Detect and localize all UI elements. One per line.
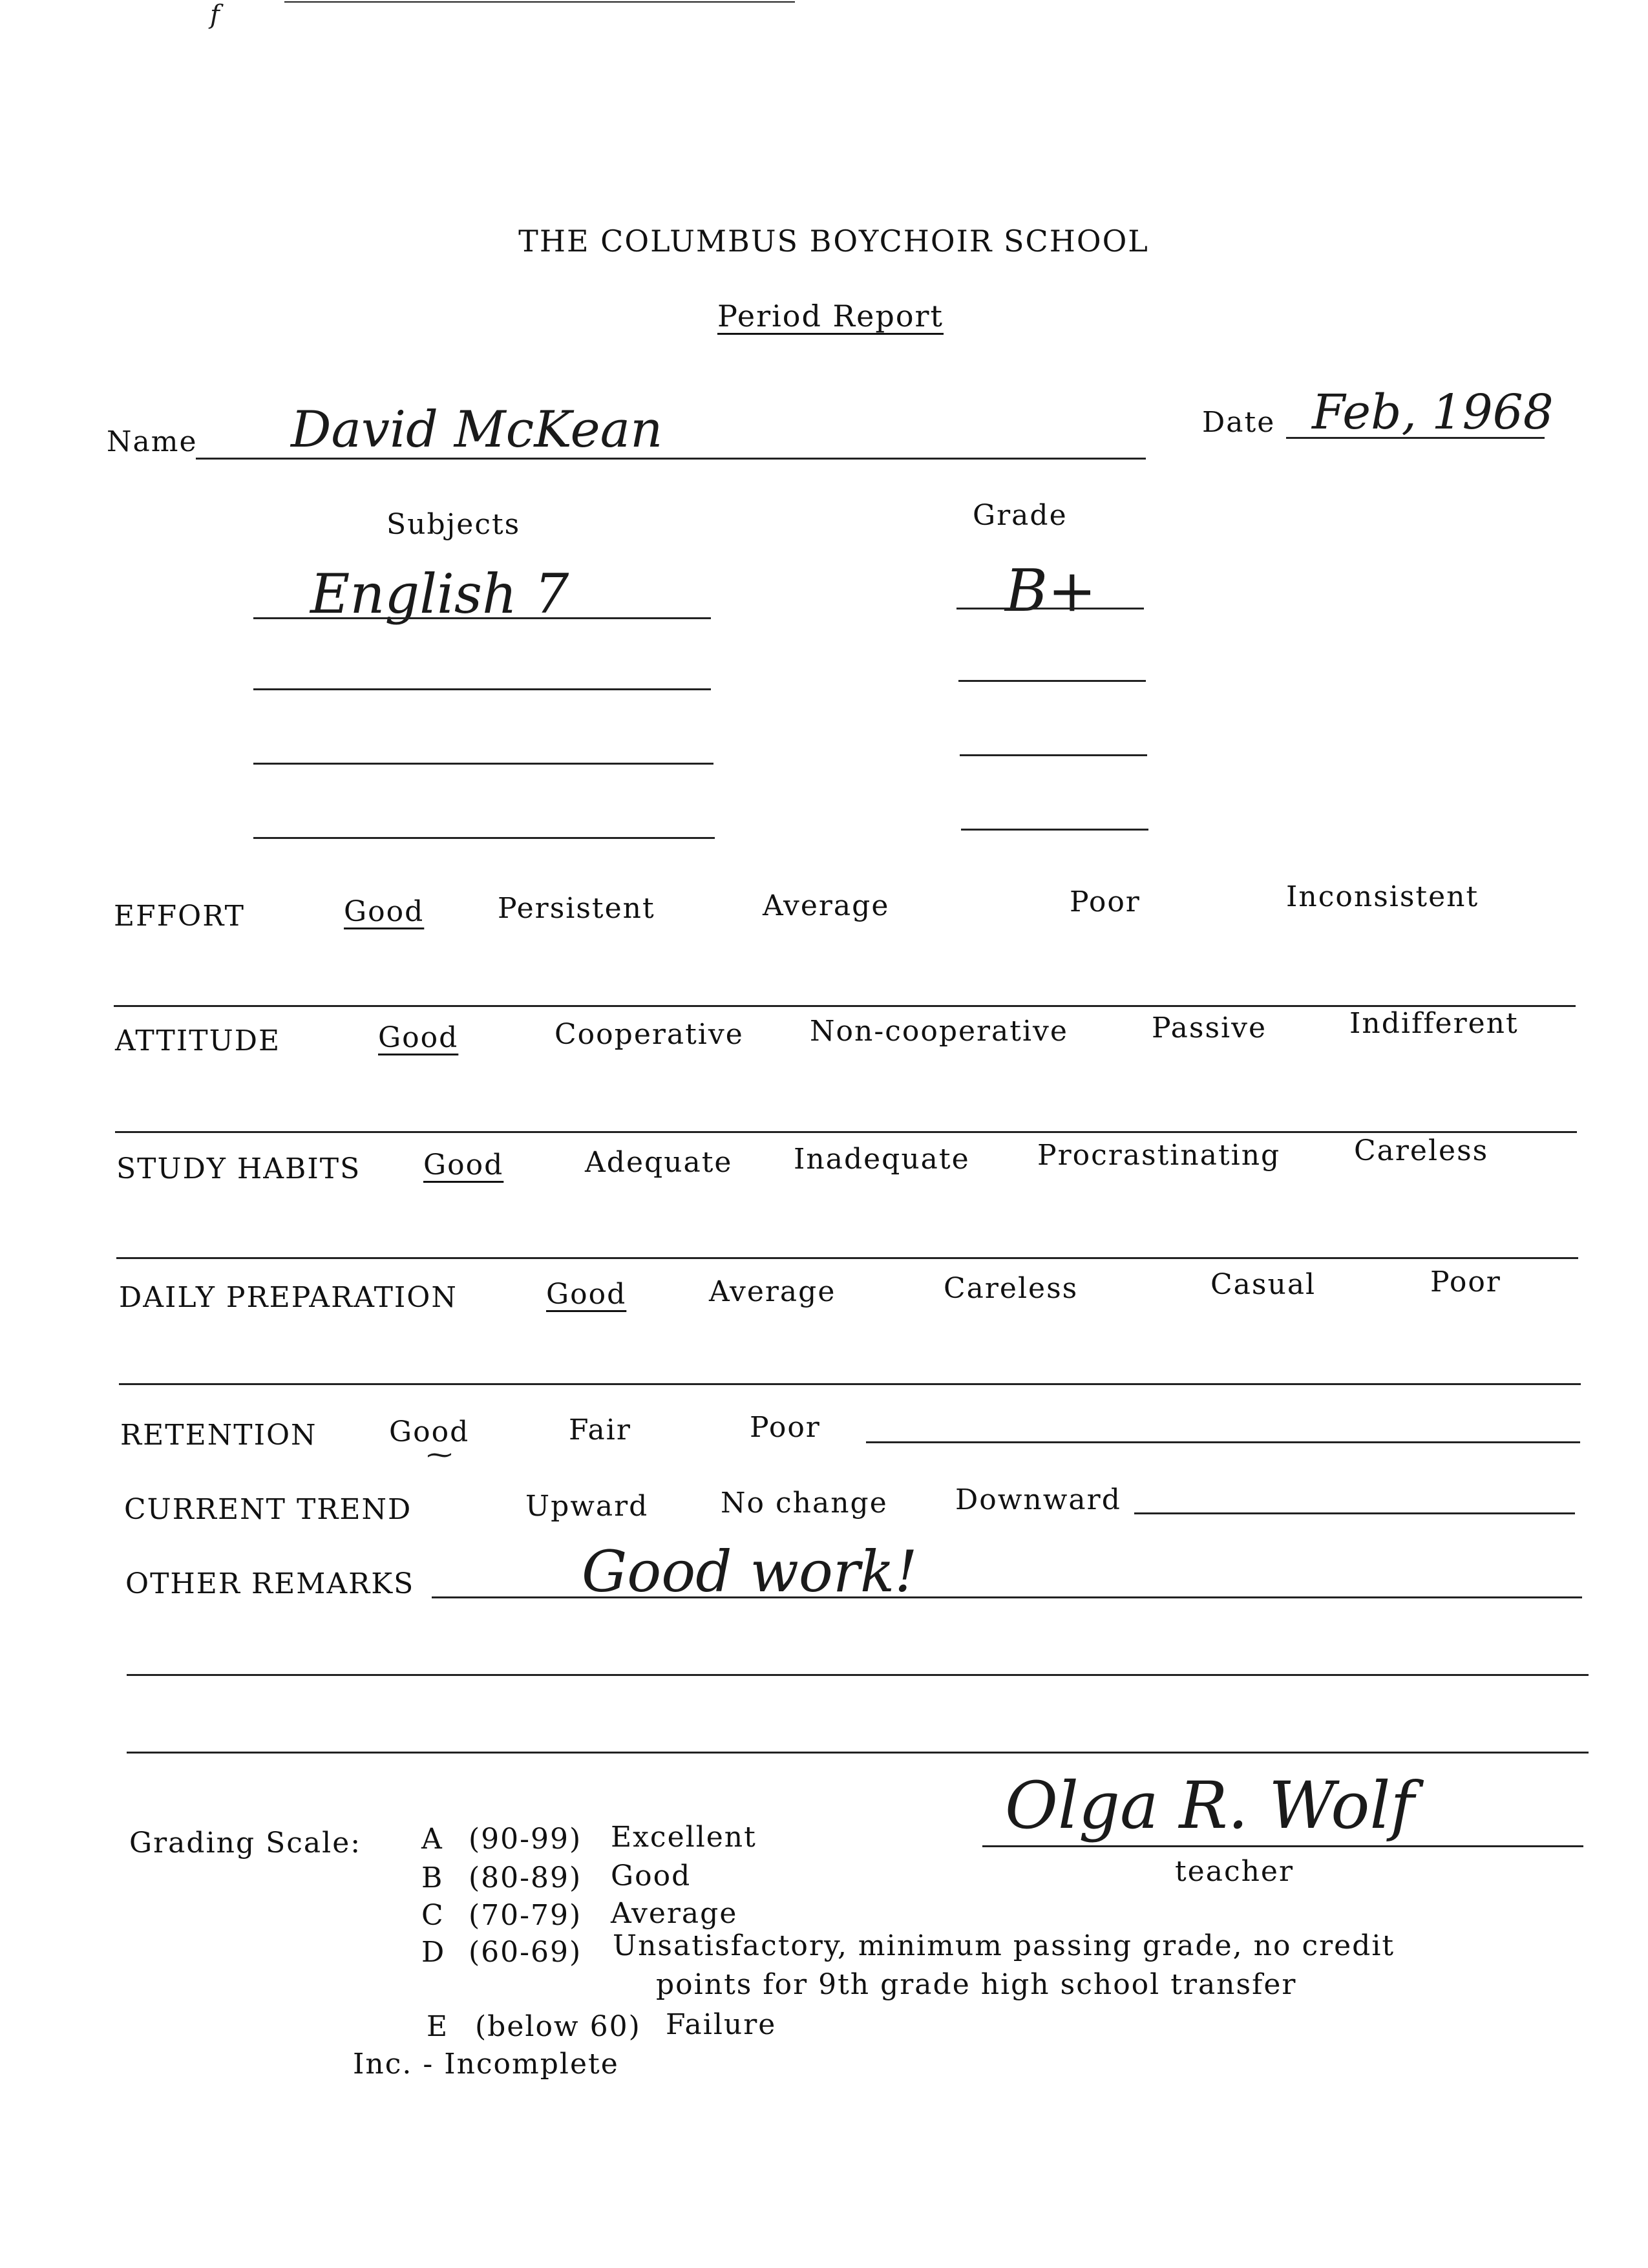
scale-d-range: (60-69) bbox=[469, 1936, 582, 1969]
scale-e-letter: E bbox=[427, 2010, 449, 2043]
grade-line-3 bbox=[960, 754, 1147, 756]
daily-preparation-option-poor: Poor bbox=[1430, 1266, 1501, 1298]
scale-c-desc: Average bbox=[611, 1897, 738, 1930]
daily-preparation-option-casual: Casual bbox=[1210, 1268, 1316, 1301]
attitude-option-good: Good bbox=[378, 1021, 459, 1054]
scale-b-letter: B bbox=[421, 1861, 444, 1894]
effort-option-poor: Poor bbox=[1070, 885, 1141, 918]
scale-e-range: (below 60) bbox=[475, 2010, 641, 2043]
attitude-option-indifferent: Indifferent bbox=[1349, 1007, 1519, 1040]
current-trend-option-downward: Downward bbox=[955, 1483, 1121, 1516]
scale-a-range: (90-99) bbox=[469, 1823, 582, 1856]
study-habits-divider bbox=[116, 1257, 1578, 1259]
daily-preparation-label: DAILY PREPARATION bbox=[119, 1281, 458, 1314]
scale-c-range: (70-79) bbox=[469, 1899, 582, 1932]
margin-mark: f bbox=[210, 0, 220, 30]
teacher-signature: Olga R. Wolf bbox=[1005, 1768, 1415, 1843]
attitude-divider bbox=[115, 1131, 1577, 1133]
other-remarks-value: Good work! bbox=[582, 1538, 918, 1605]
teacher-caption: teacher bbox=[1175, 1855, 1294, 1888]
study-habits-option-adequate: Adequate bbox=[585, 1146, 733, 1179]
study-habits-option-good: Good bbox=[423, 1149, 504, 1182]
scale-incomplete: Inc. - Incomplete bbox=[353, 2048, 619, 2081]
remarks-line-2 bbox=[127, 1674, 1589, 1676]
study-habits-option-careless: Careless bbox=[1354, 1134, 1489, 1167]
subject-line-1 bbox=[253, 617, 711, 619]
remarks-line-3 bbox=[127, 1752, 1589, 1754]
effort-option-persistent: Persistent bbox=[498, 892, 655, 925]
scale-e-desc: Failure bbox=[666, 2008, 777, 2041]
scale-d-continued: points for 9th grade high school transfer bbox=[656, 1968, 1297, 2001]
scale-b-desc: Good bbox=[611, 1860, 692, 1892]
current-trend-line bbox=[1134, 1512, 1575, 1514]
grade-label: Grade bbox=[973, 499, 1068, 532]
scale-b-range: (80-89) bbox=[469, 1861, 582, 1894]
top-scan-line bbox=[284, 1, 795, 3]
attitude-option-non-cooperative: Non-cooperative bbox=[810, 1015, 1068, 1048]
scale-c-letter: C bbox=[421, 1899, 445, 1932]
report-title: Period Report bbox=[717, 299, 944, 334]
current-trend-option-no-change: No change bbox=[721, 1487, 888, 1520]
effort-option-average: Average bbox=[763, 889, 890, 922]
signature-line bbox=[982, 1845, 1583, 1847]
grade-line-1 bbox=[956, 608, 1144, 609]
subject-line-3 bbox=[253, 763, 713, 765]
attitude-option-passive: Passive bbox=[1152, 1012, 1267, 1044]
scale-d-letter: D bbox=[421, 1936, 446, 1969]
daily-preparation-option-good: Good bbox=[546, 1278, 627, 1311]
other-remarks-label: OTHER REMARKS bbox=[125, 1567, 415, 1600]
current-trend-option-upward: Upward bbox=[525, 1490, 649, 1523]
subject-1: English 7 bbox=[310, 562, 569, 626]
scale-d-desc: Unsatisfactory, minimum passing grade, no credit bbox=[613, 1929, 1395, 1962]
daily-preparation-divider bbox=[119, 1383, 1581, 1385]
study-habits-label: STUDY HABITS bbox=[116, 1152, 361, 1185]
effort-option-inconsistent: Inconsistent bbox=[1286, 880, 1479, 913]
retention-option-poor: Poor bbox=[750, 1411, 821, 1444]
study-habits-option-procrastinating: Procrastinating bbox=[1037, 1139, 1281, 1172]
retention-label: RETENTION bbox=[120, 1419, 317, 1452]
grading-scale-label: Grading Scale: bbox=[129, 1827, 362, 1860]
subject-line-4 bbox=[253, 837, 715, 839]
scale-a-letter: A bbox=[421, 1823, 443, 1856]
scale-a-desc: Excellent bbox=[611, 1821, 757, 1854]
retention-good-mark: ⁓ bbox=[427, 1440, 452, 1470]
attitude-option-cooperative: Cooperative bbox=[555, 1018, 744, 1051]
retention-option-fair: Fair bbox=[569, 1414, 631, 1447]
attitude-label: ATTITUDE bbox=[115, 1024, 281, 1057]
report-date: Feb, 1968 bbox=[1312, 385, 1554, 440]
daily-preparation-option-average: Average bbox=[709, 1275, 836, 1308]
grade-1: B+ bbox=[1005, 557, 1097, 625]
effort-label: EFFORT bbox=[114, 900, 245, 933]
subject-line-2 bbox=[253, 688, 711, 690]
date-label: Date bbox=[1202, 406, 1276, 439]
grade-line-4 bbox=[961, 829, 1148, 831]
subjects-label: Subjects bbox=[386, 508, 521, 541]
retention-line bbox=[866, 1441, 1580, 1443]
study-habits-option-inadequate: Inadequate bbox=[794, 1143, 970, 1176]
grade-line-2 bbox=[958, 680, 1146, 682]
student-name: David McKean bbox=[291, 401, 663, 459]
daily-preparation-option-careless: Careless bbox=[944, 1272, 1079, 1305]
school-name: THE COLUMBUS BOYCHOIR SCHOOL bbox=[518, 224, 1149, 259]
retention-option-good: Good bbox=[389, 1415, 470, 1448]
effort-option-good: Good bbox=[344, 895, 425, 928]
name-label: Name bbox=[107, 425, 198, 458]
current-trend-label: CURRENT TREND bbox=[124, 1493, 412, 1526]
